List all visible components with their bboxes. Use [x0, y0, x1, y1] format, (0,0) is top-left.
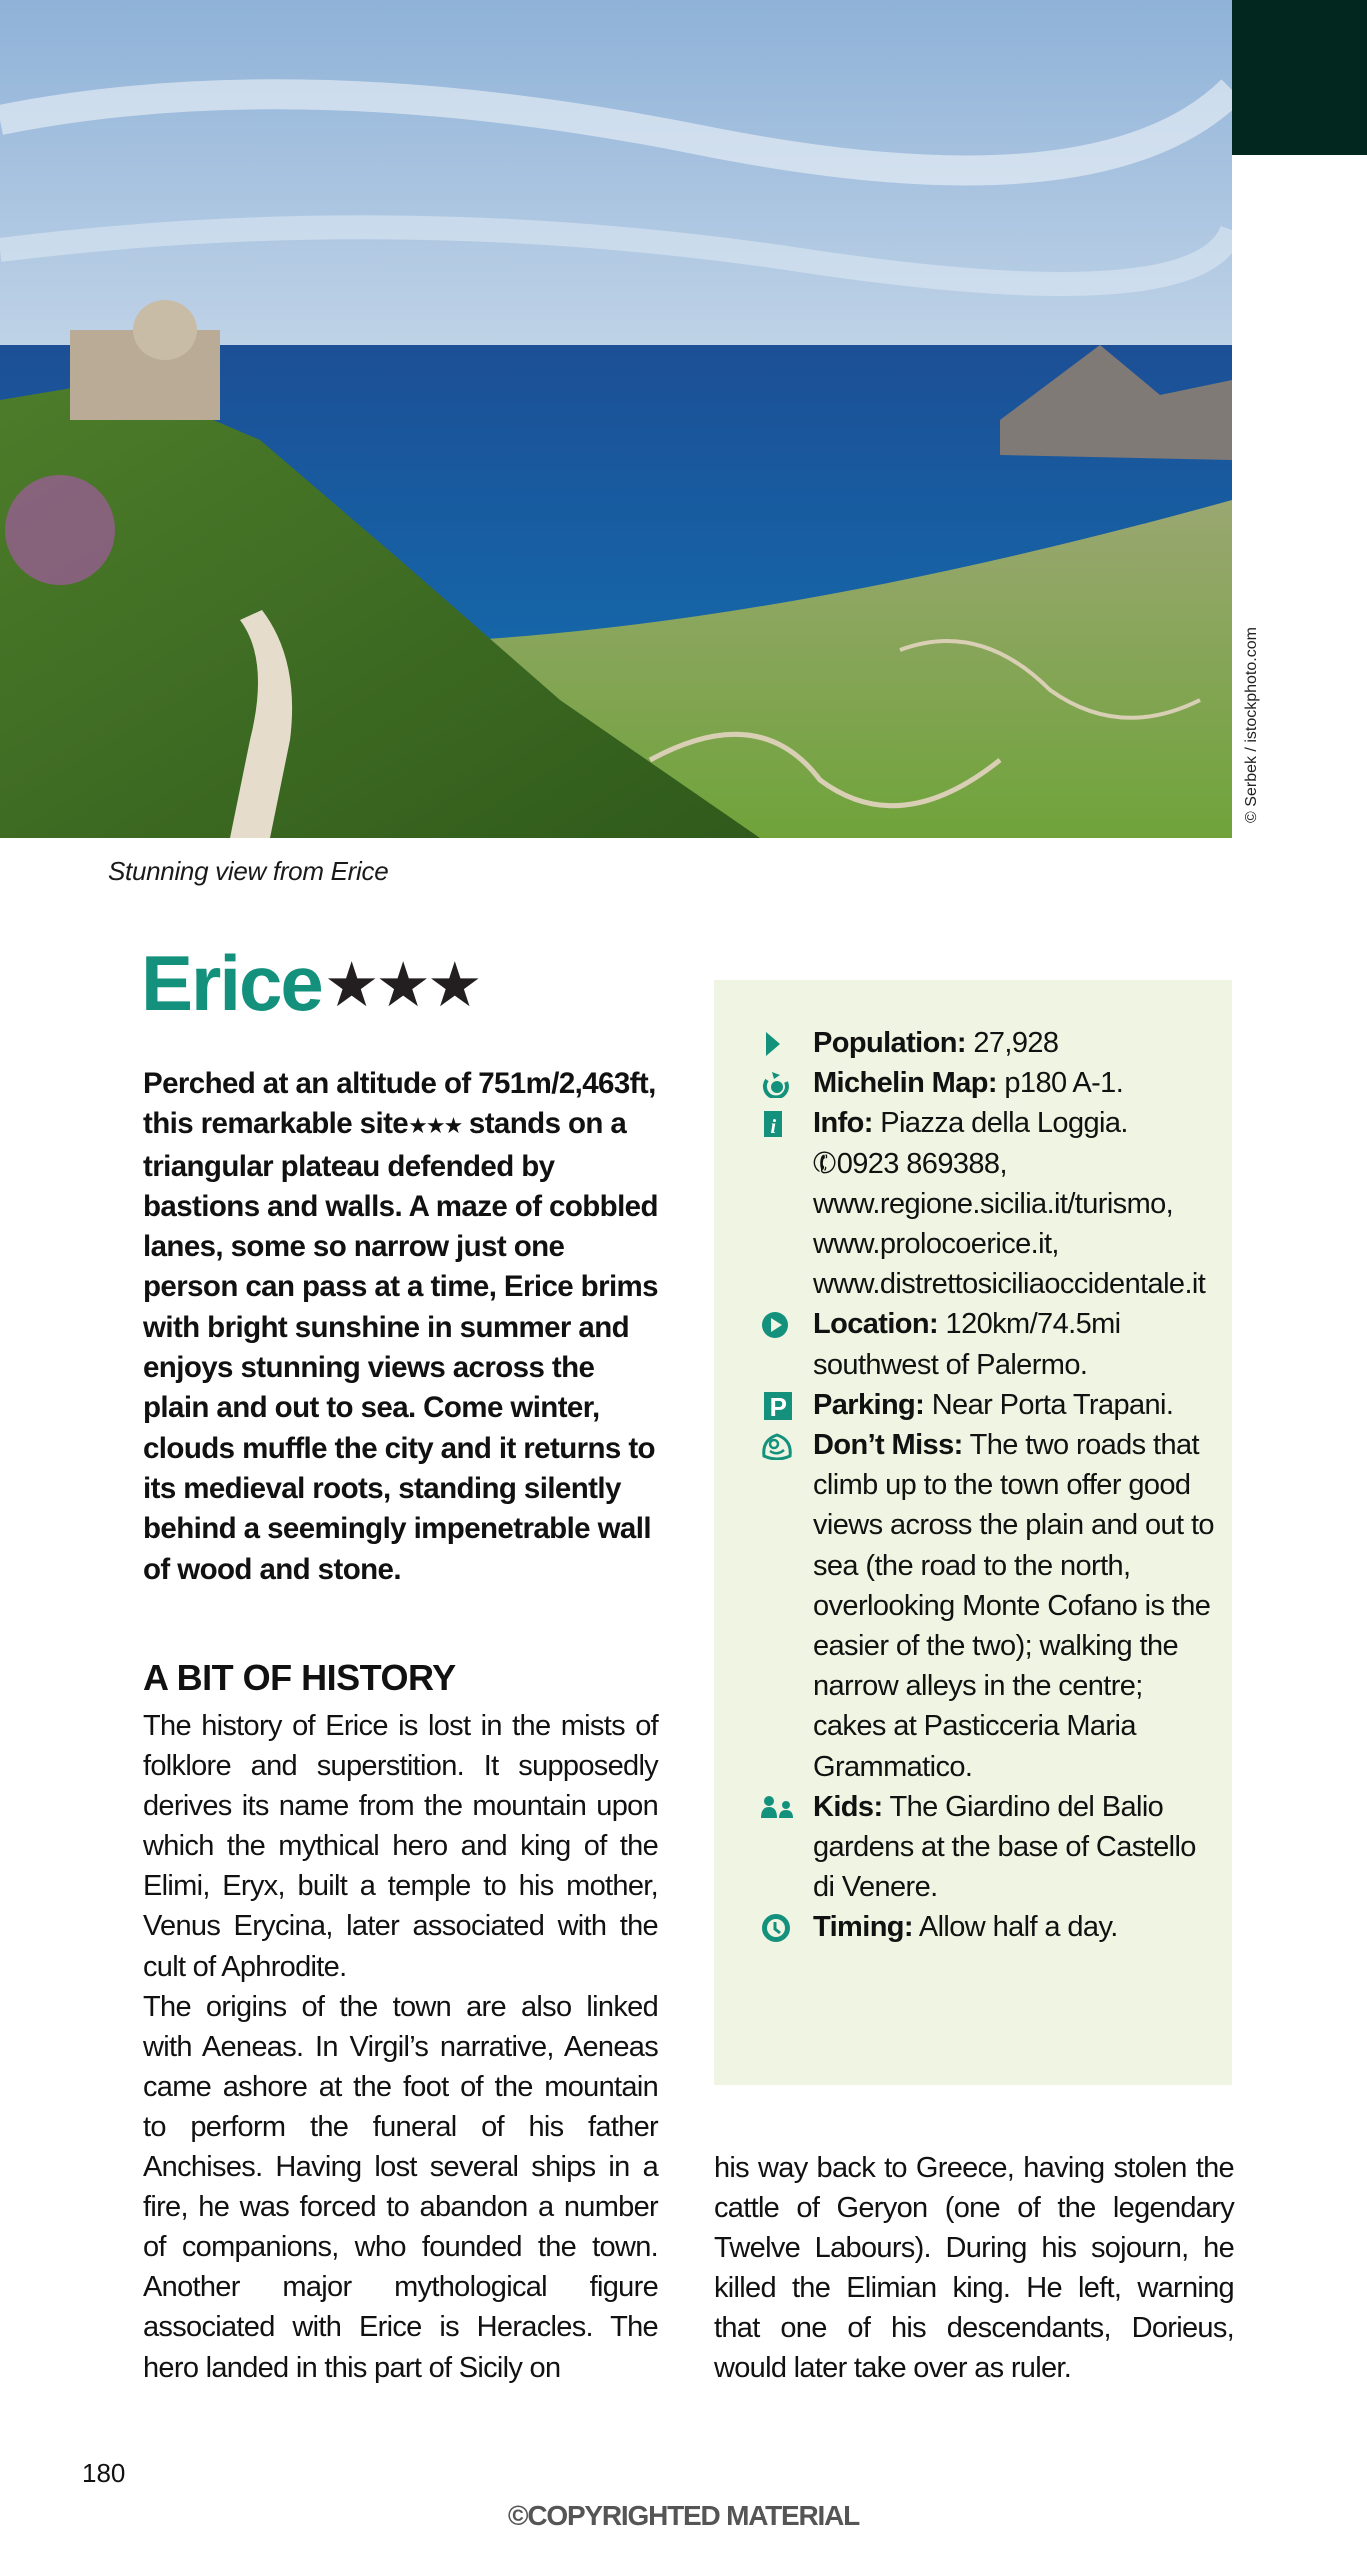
triangle-arrow-icon [760, 1030, 794, 1058]
photo-caption: Stunning view from Erice [108, 856, 389, 886]
info-item-dont-miss [760, 1425, 1220, 1787]
three-star-rating-icon: ★★★ [323, 951, 479, 1020]
svg-text:i: i [770, 1116, 776, 1139]
section-heading-history: A BIT OF HISTORY [143, 1657, 456, 1698]
photo-credit [1232, 610, 1272, 840]
history-body [143, 1706, 658, 2388]
info-value: Allow half a day. [912, 1911, 1118, 1944]
info-item-timing [760, 1907, 1220, 1947]
copyright-notice: ©COPYRIGHTED MATERIAL [507, 2500, 860, 2531]
info-icon [760, 1110, 794, 1138]
intro-paragraph [143, 1064, 663, 1590]
parking-icon [760, 1392, 794, 1420]
intro-text-after: stands on a triangular plateau defended by bastions and walls. A maze of cobbled lanes, some so narrow just one person can pass at a time, Erice brims with bright sunshine in summer and enjoys stunning views across the plain and out to sea. Come winter, clouds muffle the city and it returns to its medieval roots, standing silently behind a seemingly impenetrable wall of wood and stone. [143, 1107, 658, 1586]
inline-star-rating-icon: ★★★ [408, 1113, 462, 1139]
info-value: 120km/74.5mi southwest of Palermo. [813, 1308, 1121, 1381]
chapter-tab [1232, 0, 1367, 155]
info-value: p180 A-1. [996, 1067, 1124, 1100]
info-list [760, 1023, 1220, 1948]
phone-icon: ✆ [808, 1144, 842, 1183]
info-value: The Giardino del Balio gardens at the base of Castello di Venere. [813, 1790, 1196, 1904]
title-text: Erice [141, 939, 322, 1027]
info-label: Info: [813, 1107, 873, 1140]
page-title [141, 939, 479, 1027]
info-item-parking [760, 1385, 1220, 1425]
info-item-population [760, 1023, 1220, 1063]
info-sidebar [714, 980, 1232, 2085]
info-item-location [760, 1304, 1220, 1384]
info-value: The two roads that climb up to the town offer good views across the plain and out to sea (the road to the north, overlooking Monte Cofano is the easier of the two); walking the narrow alleys in the centre; cakes at Pasticceria Maria Grammatico. [813, 1429, 1214, 1783]
dont-miss-icon [760, 1432, 794, 1460]
page-number: 180 [82, 2458, 126, 2488]
info-label: Kids: [813, 1790, 883, 1823]
info-label: Location: [813, 1308, 939, 1341]
michelin-map-icon [760, 1070, 794, 1098]
info-item-michelin-map [760, 1063, 1220, 1103]
kids-icon [760, 1794, 794, 1822]
info-item-kids [760, 1787, 1220, 1908]
history-continuation: his way back to Greece, having stolen the cattle of Geryon (one of the legendary Twelve Labours). During his sojourn, he killed the Elimian king. He left, warning that one of his descendants, Dorieus, would later take over as ruler. [714, 2152, 1234, 2385]
hero-photo [0, 0, 1232, 838]
svg-text:P: P [769, 1391, 787, 1420]
location-play-icon [760, 1311, 794, 1339]
clock-icon [760, 1914, 794, 1942]
info-label: Don’t Miss: [813, 1429, 963, 1462]
info-label: Michelin Map: [813, 1067, 997, 1100]
history-paragraph: The history of Erice is lost in the mists of folklore and superstition. It supposedly derives its name from the mountain upon which the mythical hero and king of the Elimi, Eryx, built a temple to his mother, Venus Erycina, later associated with the cult of Aphrodite. [143, 1710, 658, 1983]
history-paragraph: The origins of the town are also linked with Aeneas. In Virgil’s narrative, Aeneas came ashore at the foot of the mountain to perform the funeral of his father Anchises. Having lost several ships in a fire, he was forced to abandon a number of companions, who founded the town. Another major mythological figure associated with Erice is Heracles. The hero landed in this part of Sicily on [143, 1990, 658, 2384]
intro-text-before: Perched at an altitude of 751m/2,463ft, this remarkable site [143, 1067, 656, 1141]
info-contact: 0923 869388, www.regione.sicilia.it/turismo, www.prolocoerice.it, www.distrettosiciliaoccidentale.it [813, 1147, 1206, 1301]
info-label: Population: [813, 1027, 966, 1059]
info-value: 27,928 [965, 1027, 1059, 1059]
info-label: Timing: [813, 1911, 913, 1944]
photo-credit-text: © Serbek / istockphoto.com [1243, 627, 1260, 823]
info-label: Parking: [813, 1388, 925, 1421]
info-value: Piazza della Loggia. [872, 1107, 1128, 1140]
info-item-info [760, 1103, 1220, 1304]
info-value: Near Porta Trapani. [924, 1388, 1174, 1421]
